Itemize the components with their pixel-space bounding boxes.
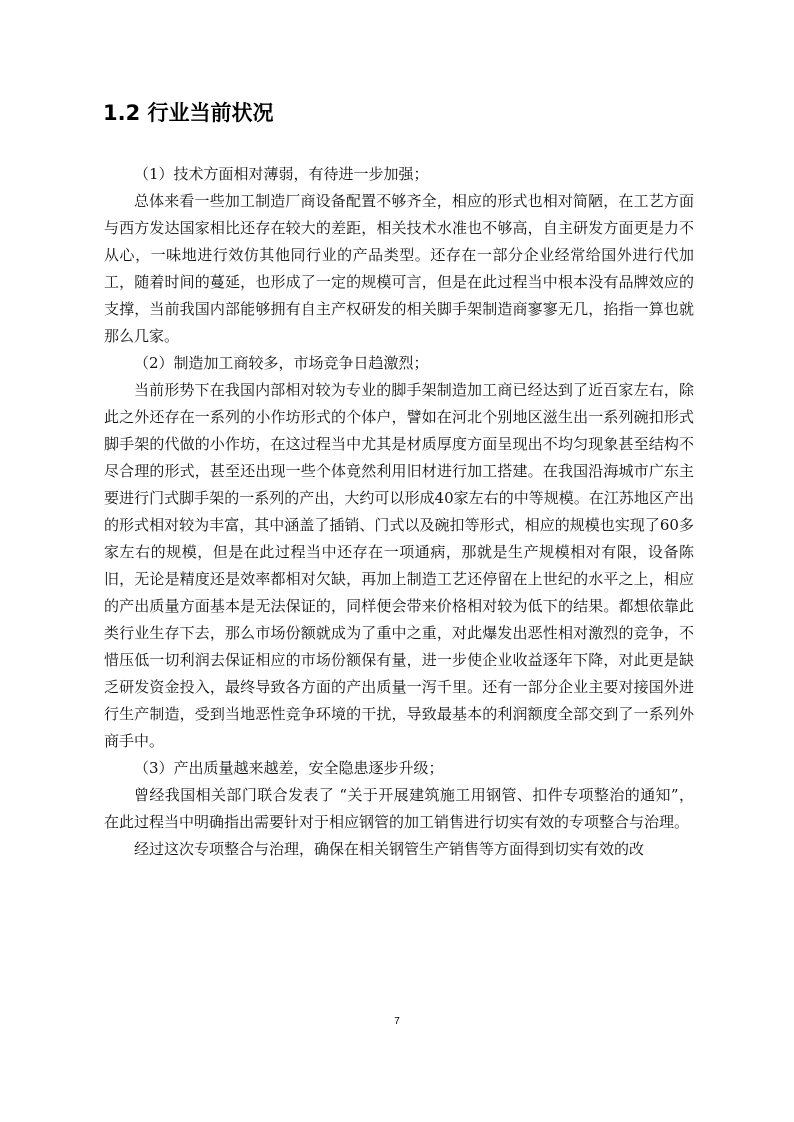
list-item-technology: （1）技术方面相对薄弱，有待进一步加强； xyxy=(134,165,429,183)
paragraph: 经过这次专项整合与治理，确保在相关钢管生产销售等方面得到切实有效的改 xyxy=(134,840,645,858)
paragraph: 当前形势下在我国内部相对较为专业的脚手架制造加工商已经达到了近百家左右，除此之外还存在一系列的小作坊形式的个体户，譬如在河北个别地区滋生出一系列碗扣形式脚手架的代做的小作坊，在这过程当中尤其是材质厚度方面呈现出不均匀现象甚至结构不尽合理的形式，甚至还出现一些个体竟然利用旧材进行加工搭建。在我国沿海城市广东主要进行门式脚手架的一系列的产出，大约可以形成40家左右的中等规模。在江苏地区产出的形式相对较为丰富，其中涵盖了插销、门式以及碗扣等形式，相应的规模也实现了60多家左右的规模，但是在此过程当中还存在一项通病，那就是生产规模相对有限，设备陈旧，无论是精度还是效率都相对欠缺，再加上制造工艺还停留在上世纪的水平之上，相应的产出质量方面基本是无法保证的，同样便会带来价格相对较为低下的结果。都想依靠此类行业生存下去，那么市场份额就成为了重中之重，对此爆发出恶性相对激烈的竞争，不惜压低一切利润去保证相应的市场份额保有量，进一步使企业收益逐年下降，对此更是缺乏研发资金投入，最终导致各方面的产出质量一泻千里。还有一部分企业主要对接国外进行生产制造，受到当地恶性竞争环境的干扰，导致最基本的利润额度全部交到了一系列外商手中。 xyxy=(104,381,694,750)
list-item-quality: （3）产出质量越来越差，安全隐患逐步升级； xyxy=(134,759,444,777)
list-item-competition: （2）制造加工商较多，市场竞争日趋激烈； xyxy=(134,354,429,372)
paragraph: 曾经我国相关部门联合发表了 “关于开展建筑施工用钢管、扣件专项整治的通知”，在此过程当中明确指出需要针对于相应钢管的加工销售进行切实有效的专项整合与治理。 xyxy=(104,786,694,831)
body-text xyxy=(104,161,694,863)
page-number: 7 xyxy=(394,1016,400,1027)
section-heading: 1.2 行业当前状况 xyxy=(103,101,274,125)
paragraph: 总体来看一些加工制造厂商设备配置不够齐全，相应的形式也相对简陋，在工艺方面与西方发达国家相比还存在较大的差距，相关技术水准也不够高，自主研发方面更是力不从心，一味地进行效仿其他同行业的产品类型。还存在一部分企业经常给国外进行代加工，随着时间的蔓延，也形成了一定的规模可言，但是在此过程当中根本没有品牌效应的支撑，当前我国内部能够拥有自主产权研发的相关脚手架制造商寥寥无几，掐指一算也就那么几家。 xyxy=(104,192,694,345)
